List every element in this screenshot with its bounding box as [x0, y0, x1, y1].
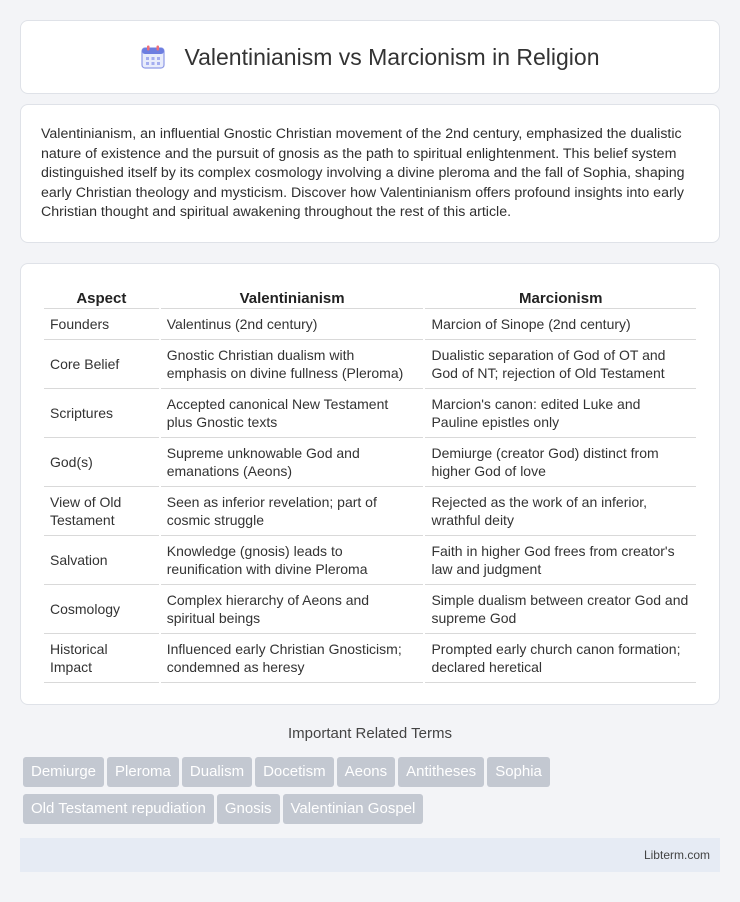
- table-row: [44, 438, 696, 487]
- table-cell: Scriptures: [44, 389, 159, 438]
- table-cell: Influenced early Christian Gnosticism; condemned as heresy: [161, 634, 424, 683]
- table-cell: Faith in higher God frees from creator's law and judgment: [425, 536, 696, 585]
- table-cell: God(s): [44, 438, 159, 487]
- table-cell: Rejected as the work of an inferior, wrathful deity: [425, 487, 696, 536]
- comparison-table-card: [20, 263, 720, 705]
- page-title: Valentinianism vs Marcionism in Religion: [184, 43, 600, 70]
- related-term-tag[interactable]: Old Testament repudiation: [23, 794, 214, 824]
- footer: [20, 838, 720, 872]
- related-term-tag[interactable]: Demiurge: [23, 757, 104, 787]
- table-row: [44, 340, 696, 389]
- table-cell: Cosmology: [44, 585, 159, 634]
- calendar-icon: [140, 44, 166, 70]
- table-cell: Complex hierarchy of Aeons and spiritual beings: [161, 585, 424, 634]
- table-cell: Simple dualism between creator God and supreme God: [425, 585, 696, 634]
- table-cell: Core Belief: [44, 340, 159, 389]
- comparison-table: [42, 280, 698, 683]
- related-term-tag[interactable]: Gnosis: [217, 794, 280, 824]
- header-aspect: Aspect: [44, 280, 159, 309]
- table-cell: Prompted early church canon formation; declared heretical: [425, 634, 696, 683]
- header-marcionism: Marcionism: [425, 280, 696, 309]
- table-row: [44, 487, 696, 536]
- table-cell: Historical Impact: [44, 634, 159, 683]
- table-cell: Salvation: [44, 536, 159, 585]
- table-cell: Knowledge (gnosis) leads to reunification with divine Pleroma: [161, 536, 424, 585]
- table-cell: Demiurge (creator God) distinct from higher God of love: [425, 438, 696, 487]
- related-term-tag[interactable]: Pleroma: [107, 757, 179, 787]
- table-cell: Founders: [44, 309, 159, 340]
- table-row: [44, 309, 696, 340]
- intro-text: Valentinianism, an influential Gnostic Christian movement of the 2nd century, emphasized the dualistic nature of existence and the pursuit of gnosis as the path to spiritual enlightenment. This belief system distinguished itself by its complex cosmology involving a divine pleroma and the fall of Sophia, shaping early Christian theology and mysticism. Discover how Valentinianism offers profound insights into early Christian thought and spiritual awakening throughout the rest of this article.: [41, 126, 685, 221]
- table-header-row: [44, 280, 696, 309]
- table-row: [44, 389, 696, 438]
- table-cell: Marcion of Sinope (2nd century): [425, 309, 696, 340]
- table-cell: Valentinus (2nd century): [161, 309, 424, 340]
- table-cell: Gnostic Christian dualism with emphasis on divine fullness (Pleroma): [161, 340, 424, 389]
- table-cell: Supreme unknowable God and emanations (Aeons): [161, 438, 424, 487]
- footer-site-link[interactable]: Libterm.com: [643, 848, 710, 862]
- table-cell: View of Old Testament: [44, 487, 159, 536]
- table-cell: Marcion's canon: edited Luke and Pauline epistles only: [425, 389, 696, 438]
- related-terms-list: [23, 757, 723, 831]
- related-term-tag[interactable]: Antitheses: [398, 757, 484, 787]
- intro-card: [20, 104, 720, 243]
- related-term-tag[interactable]: Dualism: [182, 757, 252, 787]
- table-row: [44, 536, 696, 585]
- table-row: [44, 634, 696, 683]
- related-term-tag[interactable]: Sophia: [487, 757, 550, 787]
- header-card: [20, 20, 720, 94]
- related-term-tag[interactable]: Aeons: [337, 757, 396, 787]
- related-term-tag[interactable]: Valentinian Gospel: [283, 794, 424, 824]
- related-term-tag[interactable]: Docetism: [255, 757, 334, 787]
- header-valentinianism: Valentinianism: [161, 280, 424, 309]
- table-cell: Dualistic separation of God of OT and God of NT; rejection of Old Testament: [425, 340, 696, 389]
- table-cell: Seen as inferior revelation; part of cosmic struggle: [161, 487, 424, 536]
- table-cell: Accepted canonical New Testament plus Gnostic texts: [161, 389, 424, 438]
- table-row: [44, 585, 696, 634]
- related-terms-title: Important Related Terms: [288, 725, 452, 742]
